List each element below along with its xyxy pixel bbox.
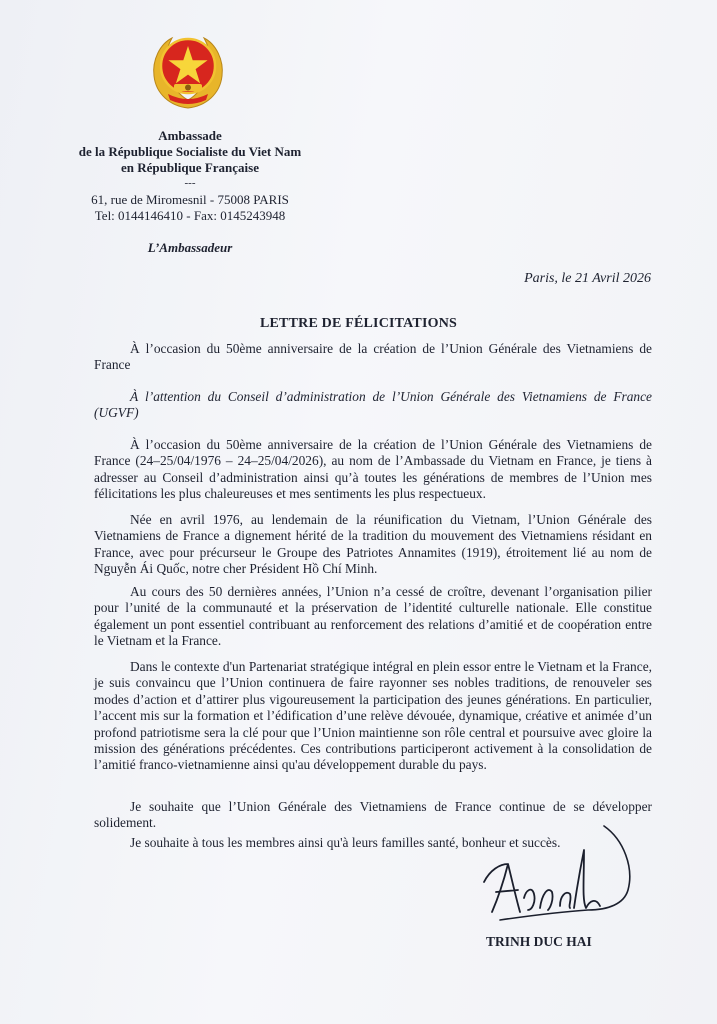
letterhead-separator: --- [184,177,196,189]
letterhead-line-1: Ambassade [158,128,222,143]
paragraph-text: Je souhaite que l’Union Générale des Vietnamiens de France continue de se développer solidement. [94,799,652,831]
embassy-phone-fax: Tel: 0144146410 - Fax: 0145243948 [94,208,286,223]
letterhead-line-3: en République Française [121,160,259,175]
paragraph-text: Je souhaite à tous les membres ainsi qu'à leurs familles santé, bonheur et succès. [130,835,561,850]
paragraph-1 [94,437,652,503]
embassy-address: 61, rue de Miromesnil - 75008 PARIS [91,192,289,207]
paragraph-text: À l’occasion du 50ème anniversaire de la création de l’Union Générale des Vietnamiens de France (24–25/04/1976 – 24–25/04/2026), au nom de l’Ambassade du Vietnam en France, je tiens à adresser au Conseil d’administration ainsi qu’à toutes les générations de membres de l’Union mes félicitations les plus chaleureuses et mes sentiments les plus respectueux. [94,437,652,502]
paragraph-text: Au cours des 50 dernières années, l’Union n’a cessé de croître, devenant l’organisation pilier pour l’unité de la communauté et la préservation de l’identité culturelle nationale. Elle constitue également un pont essentiel contribuant au renforcement des relations d’amitié et de coopération entre le Vietnam et la France. [94,584,652,649]
paragraph-2 [94,512,652,578]
letter-title: LETTRE DE FÉLICITATIONS [259,316,458,331]
letter-subject [94,341,652,374]
sender-role: L’Ambassadeur [147,240,233,255]
embassy-letterhead [40,128,340,176]
paragraph-3 [94,584,652,650]
paragraph-4 [94,659,652,774]
national-emblem-icon [146,28,230,112]
attention-text: À l’attention du Conseil d’administration de l’Union Générale des Vietnamiens de France (UGVF) [94,389,652,421]
paragraph-text: Née en avril 1976, au lendemain de la réunification du Vietnam, l’Union Générale des Vietnamiens de France a dignement hérité de la tradition du mouvement des Vietnamiens résidant en France, avec pour précurseur le Groupe des Patriotes Annamites (1919), étroitement lié au nom de Nguyễn Ái Quốc, notre cher Président Hồ Chí Minh. [94,512,652,577]
letter-date: Paris, le 21 Avril 2026 [524,271,651,286]
letter-attention [94,389,652,422]
letterhead-line-2: de la République Socialiste du Viet Nam [78,144,302,159]
subject-text: À l’occasion du 50ème anniversaire de la création de l’Union Générale des Vietnamiens de France [94,341,652,373]
paragraph-text: Dans le contexte d'un Partenariat stratégique intégral en plein essor entre le Vietnam et la France, je suis convaincu que l’Union continuera de faire rayonner ses nobles traditions, de renouveler ses modes d’action et d’attirer plus vigoureusement la participation des jeunes générations. En particulier, l’accent mis sur la formation et l’édification d’une relève dévouée, dynamique, créative et animée d’un profond patriotisme sera la clé pour que l’Union maintienne son rôle central et poursuive avec gloire la mission des générations précédentes. Ces contributions participeront activement à la consolidation de l’amitié franco-vietnamienne ainsi qu'au développement durable du pays. [94,659,652,773]
embassy-contact [40,192,340,224]
signer-name: TRINH DUC HAI [486,934,592,949]
handwritten-signature [478,820,648,930]
